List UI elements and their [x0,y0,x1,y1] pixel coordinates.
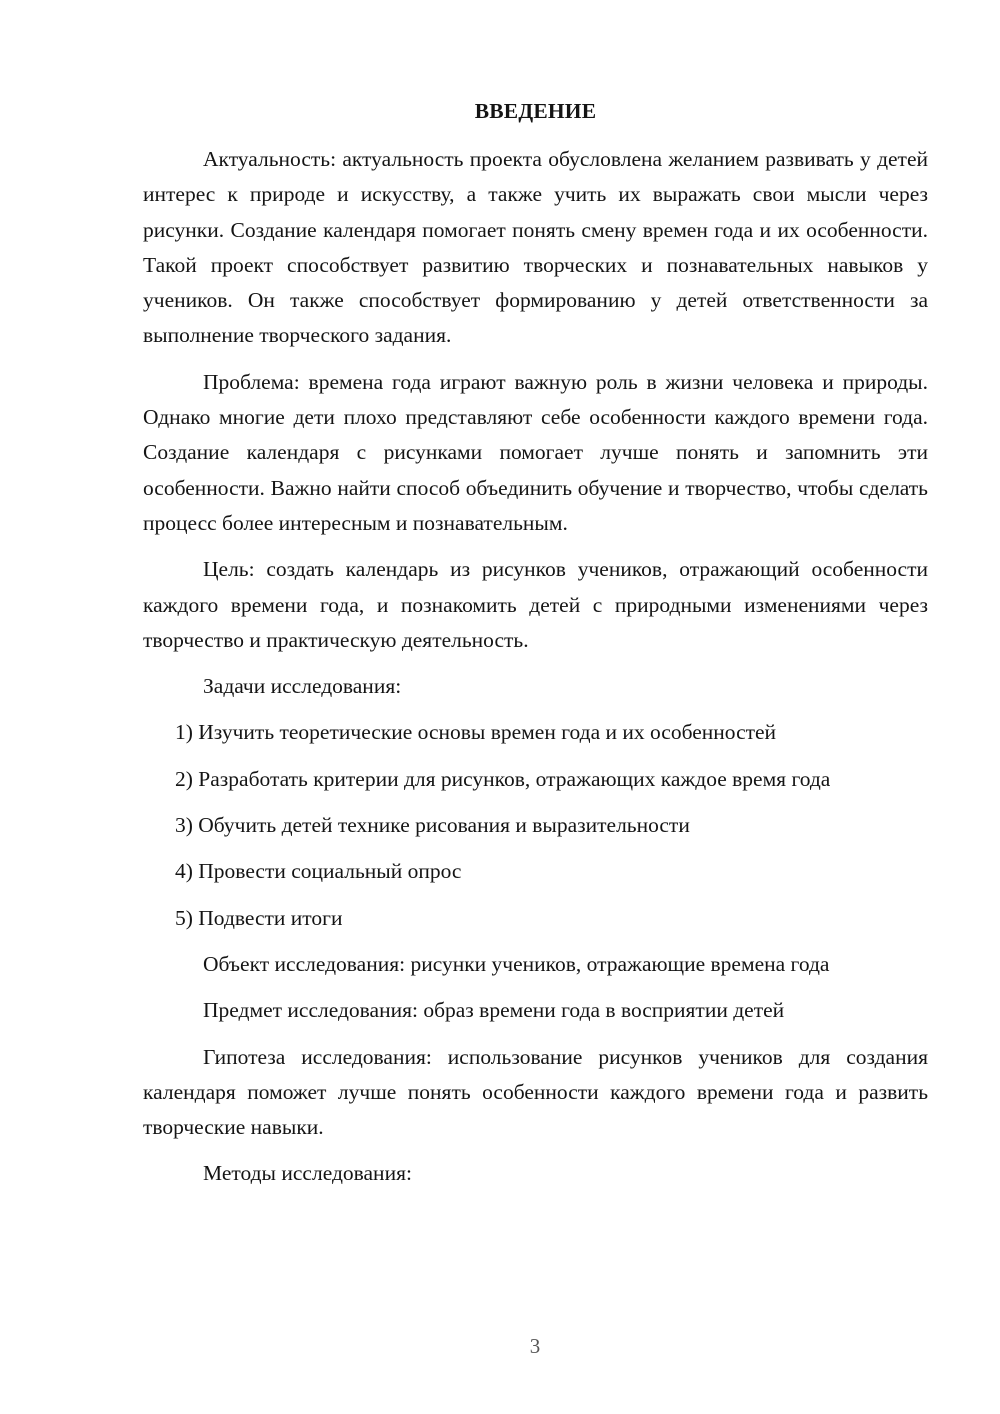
paragraph-relevance: Актуальность: актуальность проекта обусловлена желанием развивать у детей интерес к природе и искусству, а также учить их выражать свои мысли через рисунки. Создание календаря помогает понять смену времен года и их особенности. Такой проект способствует развитию творческих и познавательных навыков у учеников. Он также способствует формированию у детей ответственности за выполнение творческого задания. [143,147,928,348]
task-item-2: 2) Разработать критерии для рисунков, отражающих каждое время года [175,766,831,791]
body-text [143,142,928,1192]
paragraph-goal: Цель: создать календарь из рисунков учеников, отражающий особенности каждого времени года, и познакомить детей с природными изменениями через творчество и практическую деятельность. [143,557,928,652]
page-number: 3 [529,1334,541,1358]
methods-heading: Методы исследования: [203,1161,412,1186]
task-item-5: 5) Подвести итоги [175,905,343,930]
paragraph-hypothesis: Гипотеза исследования: использование рисунков учеников для создания календаря поможет лучше понять особенности каждого времени года и развить творческие навыки. [143,1044,928,1140]
paragraph-object: Объект исследования: рисунки учеников, отражающие времена года [203,951,830,976]
paragraph-subject: Предмет исследования: образ времени года в восприятии детей [203,998,785,1023]
tasks-heading: Задачи исследования: [203,674,402,699]
task-item-1: 1) Изучить теоретические основы времен года и их особенностей [175,720,777,745]
section-heading: ВВЕДЕНИЕ [474,99,597,123]
task-item-4: 4) Провести социальный опрос [175,859,462,884]
paragraph-problem: Проблема: времена года играют важную роль в жизни человека и природы. Однако многие дети плохо представляют себе особенности каждого времени года. Создание календаря с рисунками помогает лучше понять и запомнить эти особенности. Важно найти способ объединить обучение и творчество, чтобы сделать процесс более интересным и познавательным. [143,369,928,535]
task-item-3: 3) Обучить детей технике рисования и выразительности [175,813,690,838]
